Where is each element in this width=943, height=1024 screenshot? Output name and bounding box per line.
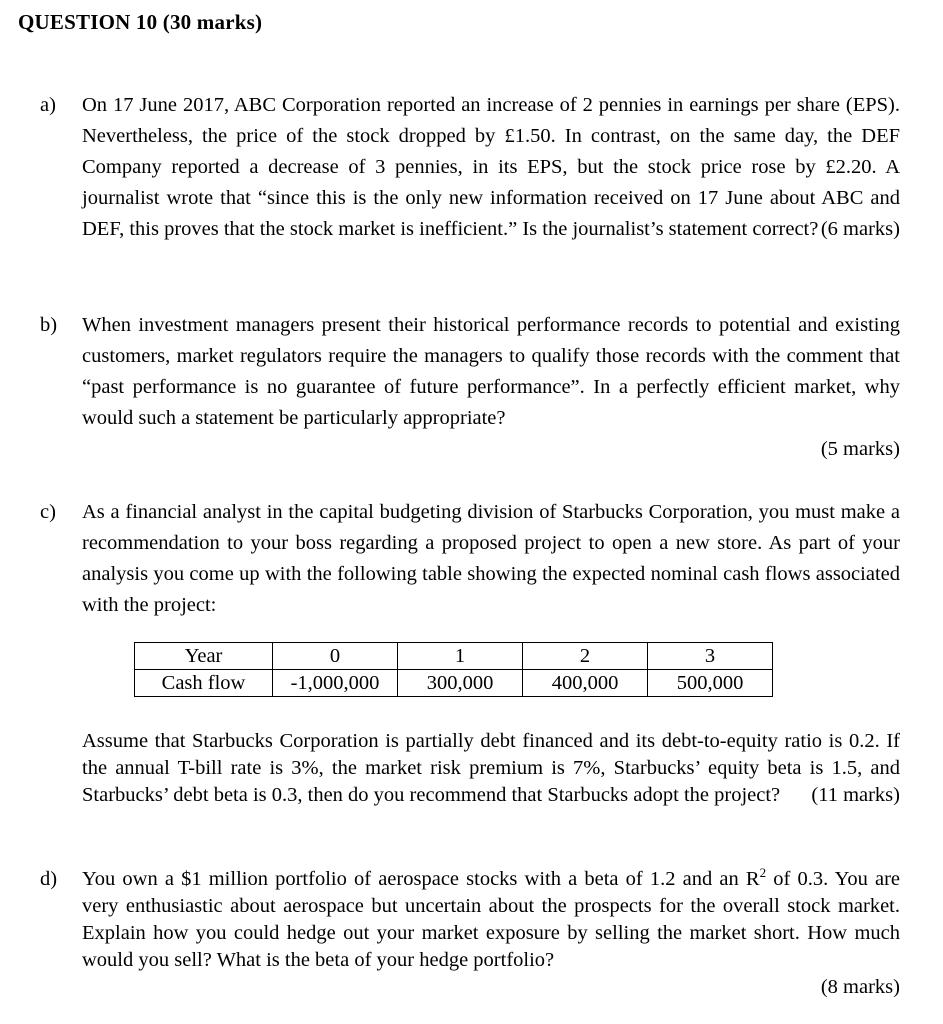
part-b-body: When investment managers present their historical performance records to potential and existing customers, market regulators require the managers to qualify those records with the comment that “past performance is no guarantee of future performance”. In a perfectly efficient market, why would such a statement be particularly appropriate? bbox=[82, 314, 900, 429]
question-part-a bbox=[40, 90, 900, 245]
table-row-cash-flow bbox=[135, 670, 773, 697]
part-c-marks: (11 marks) bbox=[811, 784, 900, 806]
part-a-body: On 17 June 2017, ABC Corporation reported an increase of 2 pennies in earnings per share (EPS). Nevertheless, the price of the stock dropped by £1.50. In contrast, on the same day, the DEF Company reported a decrease of 3 pennies, in its EPS, but the stock price rose by £2.20. A journalist wrote that “since this is the only new information received on 17 June about ABC and DEF, this proves that the stock market is inefficient.” Is the journalist’s statement correct? bbox=[82, 94, 900, 240]
table-header-year: Year bbox=[135, 643, 273, 670]
part-a-text bbox=[82, 90, 900, 245]
part-d-superscript: 2 bbox=[759, 865, 767, 881]
part-c-text: As a financial analyst in the capital budgeting division of Starbucks Corporation, you must make a recommendation to your boss regarding a proposed project to open a new store. As part of your analysis you come up with the following table showing the expected nominal cash flows associated with the project: bbox=[82, 501, 900, 616]
part-a-label: a) bbox=[40, 94, 56, 116]
part-c-label: c) bbox=[40, 501, 56, 523]
part-d-text bbox=[82, 866, 900, 1001]
table-cell-cf-1: 300,000 bbox=[398, 670, 523, 697]
part-d-label: d) bbox=[40, 868, 58, 890]
table-cell-cf-3: 500,000 bbox=[648, 670, 773, 697]
part-d-body-2: of 0.3. You are very enthusiastic about aerospace but uncertain about the prospects for the overall stock market. Explain how you could hedge out your market exposure by selling the market short. How much would you sell? What is the beta of your hedge portfolio? bbox=[82, 868, 900, 971]
part-d-body-1: You own a $1 million portfolio of aerospace stocks with a beta of 1.2 and an R bbox=[82, 868, 760, 890]
part-a-marks: (6 marks) bbox=[820, 218, 900, 240]
cash-flow-table bbox=[134, 642, 773, 697]
part-b-marks: (5 marks) bbox=[820, 438, 900, 460]
table-cell-year-0: 0 bbox=[273, 643, 398, 670]
part-b-text bbox=[82, 310, 900, 465]
table-header-cash-flow: Cash flow bbox=[135, 670, 273, 697]
part-b-label: b) bbox=[40, 314, 58, 336]
part-c-followup bbox=[82, 728, 900, 809]
table-cell-cf-0: -1,000,000 bbox=[273, 670, 398, 697]
question-part-b bbox=[40, 310, 900, 465]
table-cell-year-2: 2 bbox=[523, 643, 648, 670]
table-row-year bbox=[135, 643, 773, 670]
question-title: QUESTION 10 (30 marks) bbox=[18, 10, 263, 34]
table-cell-cf-2: 400,000 bbox=[523, 670, 648, 697]
table-cell-year-3: 3 bbox=[648, 643, 773, 670]
part-c-followup-body: Assume that Starbucks Corporation is partially debt financed and its debt-to-equity ratio is 0.2. If the annual T-bill rate is 3%, the market risk premium is 7%, Starbucks’ equity beta is 1.5, and Starbucks’ debt beta is 0.3, then do you recommend that Starbucks adopt the project? bbox=[82, 730, 900, 806]
part-d-marks: (8 marks) bbox=[820, 976, 900, 998]
question-part-d bbox=[40, 866, 900, 1001]
table-cell-year-1: 1 bbox=[398, 643, 523, 670]
question-part-c bbox=[40, 497, 900, 621]
